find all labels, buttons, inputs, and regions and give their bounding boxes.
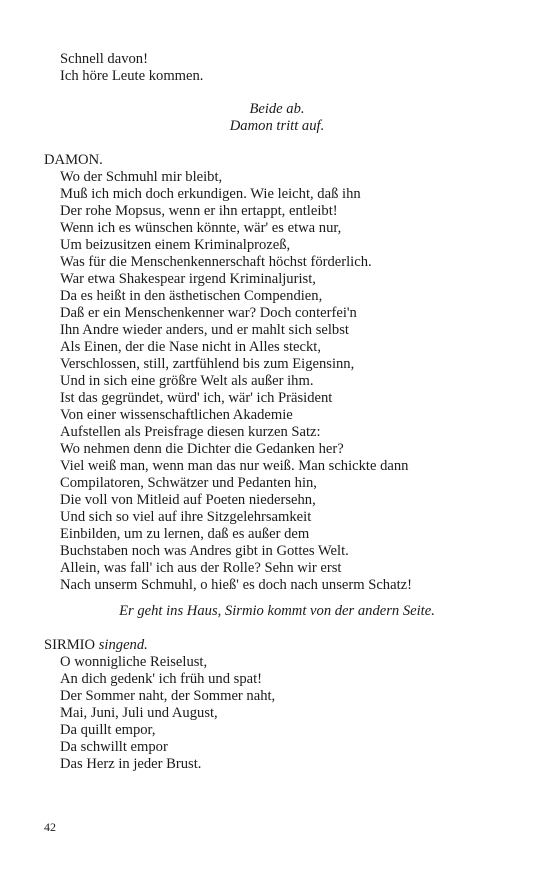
verse-line: Nach unserm Schmuhl, o hieß' es doch nach unserm Schatz!	[60, 577, 412, 593]
verse-line: An dich gedenk' ich früh und spat!	[60, 671, 263, 687]
verse-line: Die voll von Mitleid auf Poeten niedersehn,	[60, 492, 316, 508]
verse-line: Von einer wissenschaftlichen Akademie	[60, 407, 293, 423]
verse-line: Ist das gegründet, würd' ich, wär' ich Präsident	[60, 390, 333, 406]
verse-line: Um beizusitzen einem Kriminalprozeß,	[60, 237, 291, 253]
verse-line: Schnell davon!	[60, 51, 148, 67]
verse-line: Wo nehmen denn die Dichter die Gedanken her?	[60, 441, 344, 457]
verse-line: Ich höre Leute kommen.	[60, 68, 204, 84]
damon-speech	[44, 152, 510, 594]
verse-line: Da quillt empor,	[60, 722, 156, 738]
verse-line: Wenn ich es wünschen könnte, wär' es etwa nur,	[60, 220, 342, 236]
page-number: 42	[44, 820, 56, 834]
stage-direction-exit	[44, 101, 510, 135]
verse-line: Viel weiß man, wenn man das nur weiß. Man schickte dann	[60, 458, 409, 474]
verse-line: Einbilden, um zu lernen, daß es außer dem	[60, 526, 310, 542]
speaker-name: DAMON.	[44, 152, 103, 168]
verse-line: O wonnigliche Reiselust,	[60, 654, 208, 670]
verse-line: Daß er ein Menschenkenner war? Doch conterfei'n	[60, 305, 357, 321]
verse-line: Da es heißt in den ästhetischen Compendien,	[60, 288, 323, 304]
verse-line: Was für die Menschenkennerschaft höchst förderlich.	[60, 254, 372, 270]
speaker-line	[44, 637, 510, 654]
verse-line: Das Herz in jeder Brust.	[60, 756, 202, 772]
stage-direction-line: Beide ab.	[249, 101, 305, 117]
verse-line: Und in sich eine größre Welt als außer ihm.	[60, 373, 314, 389]
stage-direction-line: Damon tritt auf.	[229, 118, 325, 134]
verse-line: Der rohe Mopsus, wenn er ihn ertappt, entleibt!	[60, 203, 338, 219]
verse-line: Aufstellen als Preisfrage diesen kurzen Satz:	[60, 424, 321, 440]
stage-direction-enter	[44, 603, 510, 620]
speaker-name: SIRMIO	[44, 637, 96, 653]
verse-line: Wo der Schmuhl mir bleibt,	[60, 169, 223, 185]
verse-top	[44, 51, 510, 85]
verse-line: Muß ich mich doch erkundigen. Wie leicht, daß ihn	[60, 186, 361, 202]
verse-line: Und sich so viel auf ihre Sitzgelehrsamkeit	[60, 509, 312, 525]
speaker-direction: singend.	[98, 637, 148, 653]
verse-line: Compilatoren, Schwätzer und Pedanten hin,	[60, 475, 317, 491]
verse-line: Allein, was fall' ich aus der Rolle? Sehn wir erst	[60, 560, 342, 576]
verse-line: Verschlossen, still, zartfühlend bis zum Eigensinn,	[60, 356, 355, 372]
verse-line: Da schwillt empor	[60, 739, 168, 755]
verse-line: Der Sommer naht, der Sommer naht,	[60, 688, 276, 704]
sirmio-speech	[44, 637, 510, 773]
verse-line: War etwa Shakespear irgend Kriminaljurist,	[60, 271, 316, 287]
verse-line: Mai, Juni, Juli und August,	[60, 705, 218, 721]
stage-direction-line: Er geht ins Haus, Sirmio kommt von der andern Seite.	[119, 603, 435, 619]
verse-line: Als Einen, der die Nase nicht in Alles steckt,	[60, 339, 322, 355]
verse-line: Ihn Andre wieder anders, und er mahlt sich selbst	[60, 322, 349, 338]
verse-line: Buchstaben noch was Andres gibt in Gottes Welt.	[60, 543, 349, 559]
